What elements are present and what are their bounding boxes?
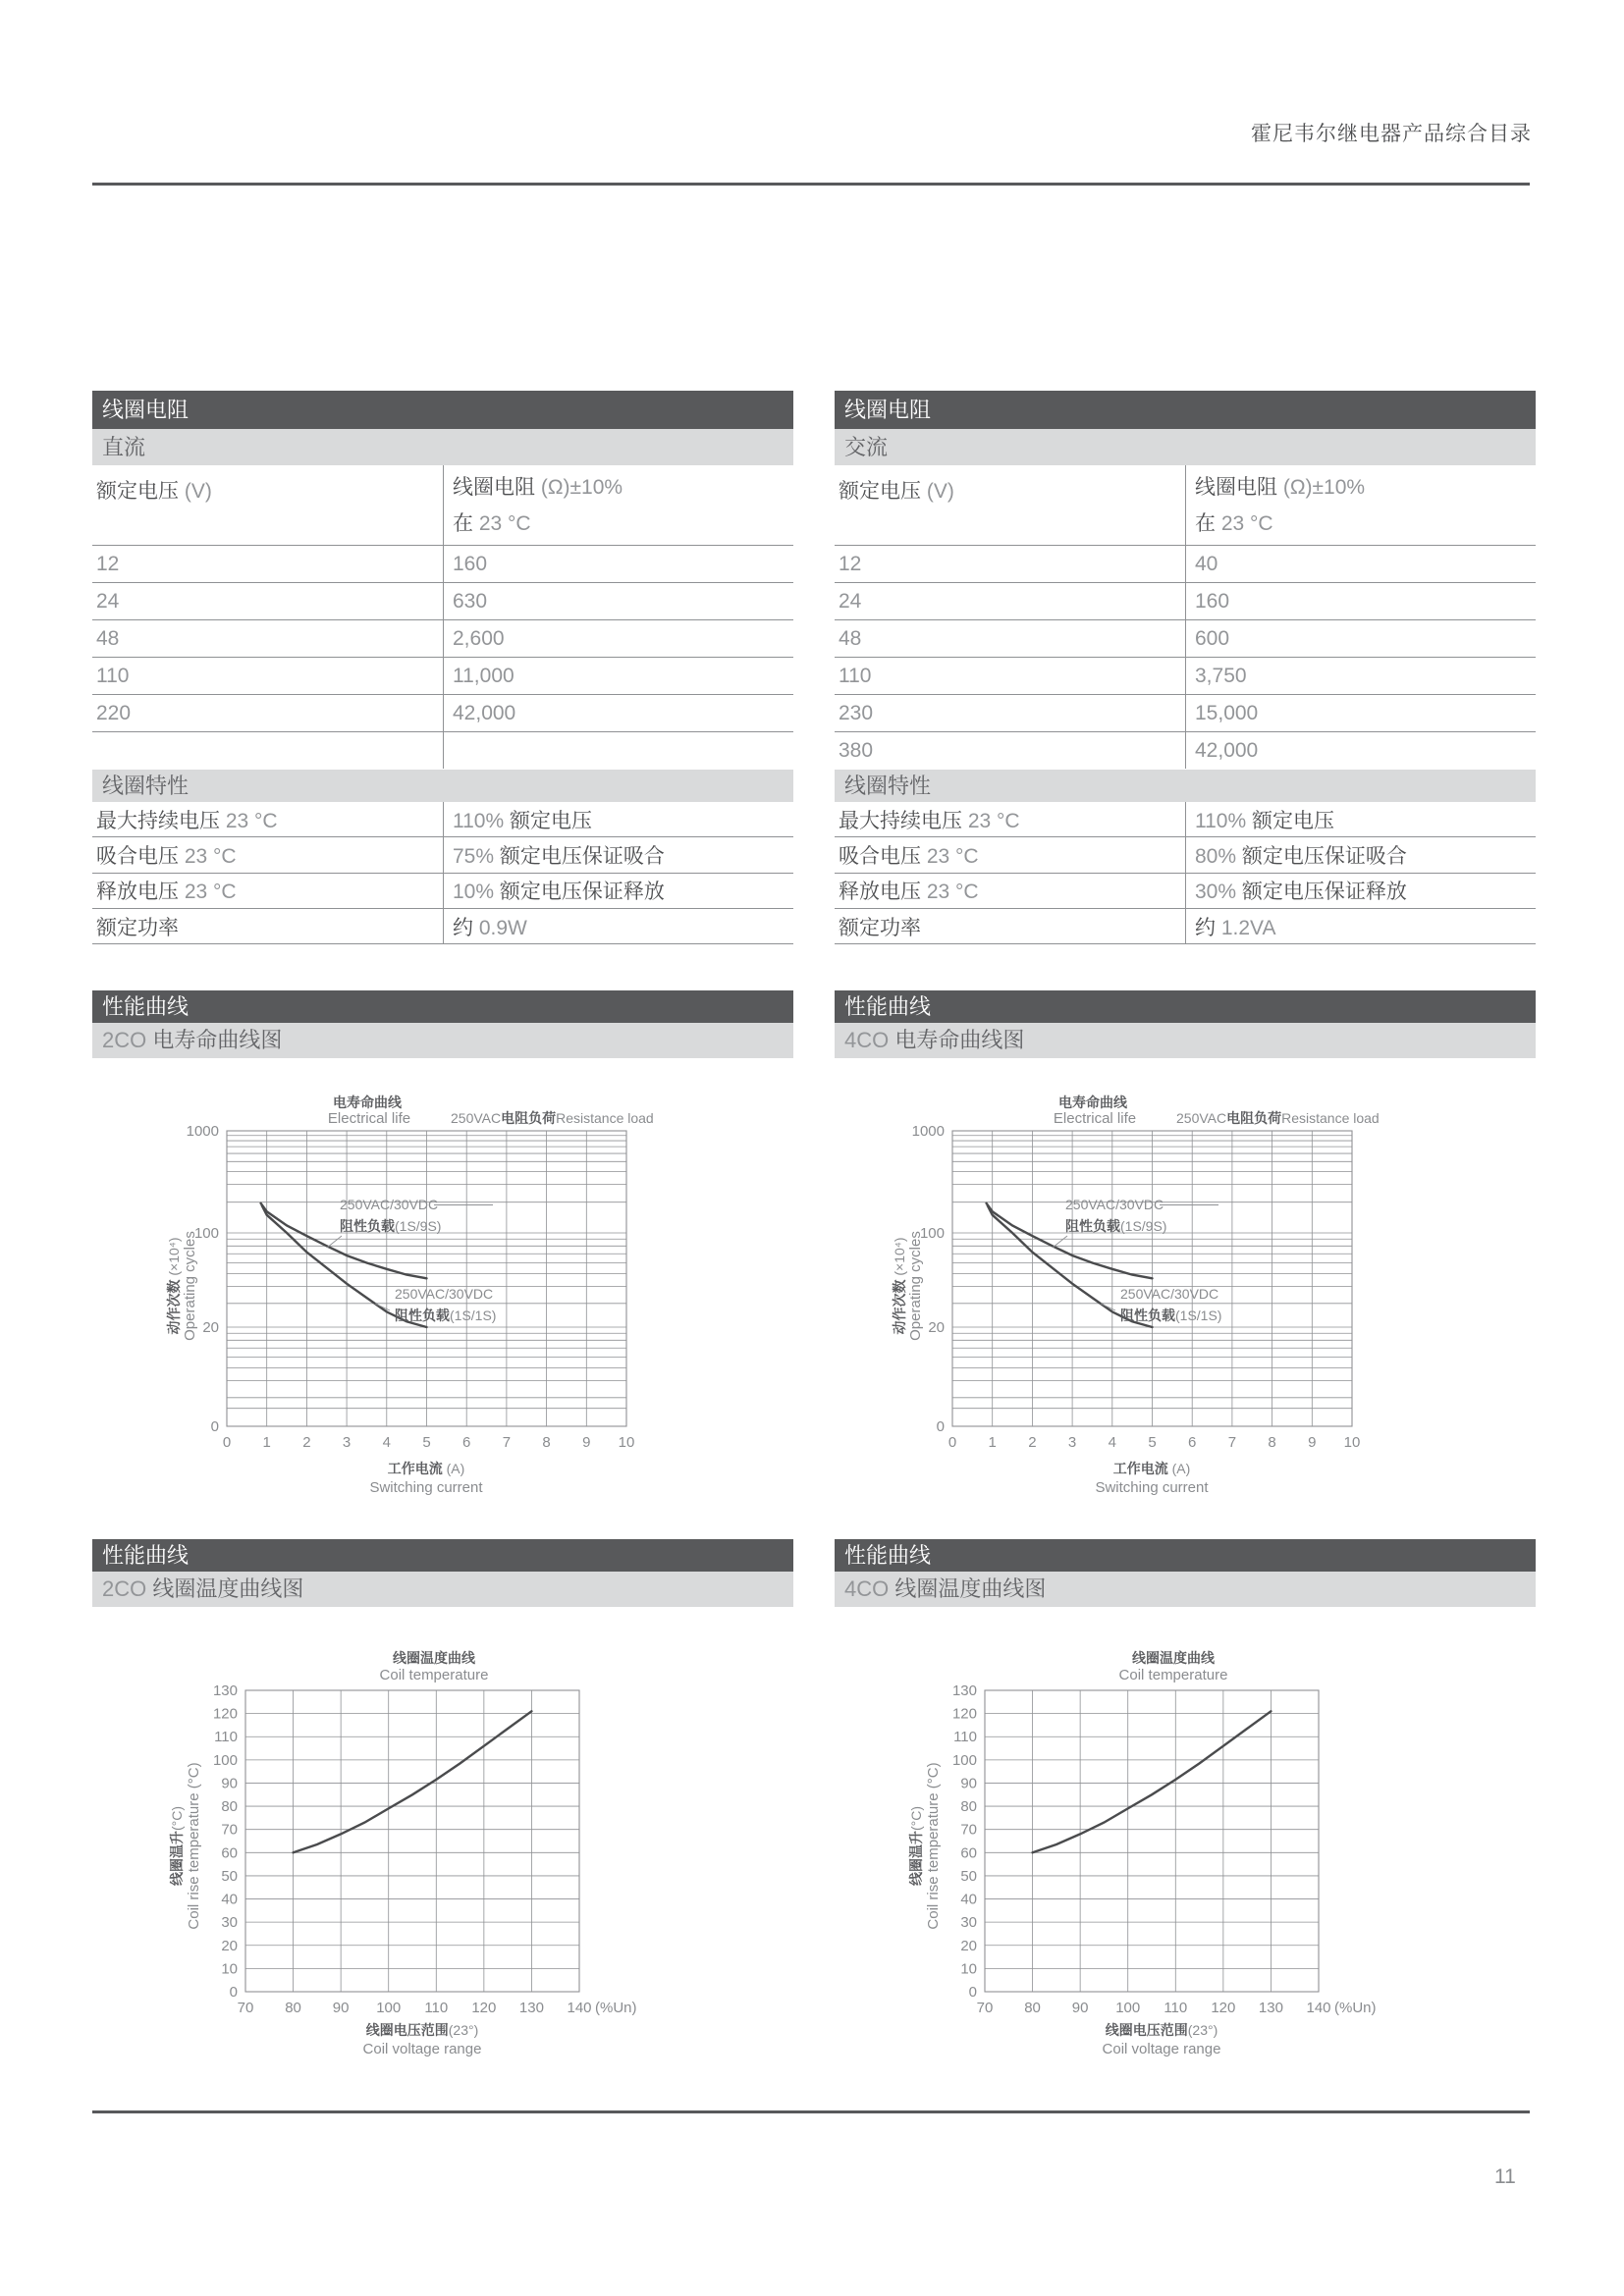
svg-text:线圈温升(°C): 线圈温升(°C) — [908, 1805, 924, 1887]
svg-text:250VAC电阻负荷Resistance load: 250VAC电阻负荷Resistance load — [451, 1110, 654, 1126]
cell-value: 630 — [453, 589, 488, 613]
svg-text:阻性负载(1S/9S): 阻性负载(1S/9S) — [1065, 1218, 1167, 1234]
cell-value: 75% 额定电压保证吸合 — [453, 844, 665, 868]
svg-text:20: 20 — [202, 1319, 219, 1336]
svg-text:Coil rise temperature (°C): Coil rise temperature (°C) — [186, 1762, 202, 1930]
svg-text:阻性负载(1S/1S): 阻性负载(1S/1S) — [1120, 1308, 1222, 1323]
svg-text:80: 80 — [221, 1798, 238, 1816]
section-header-performance: 性能曲线 — [835, 1539, 1536, 1572]
cell-value: 42,000 — [453, 701, 516, 724]
svg-text:Operating cycles: Operating cycles — [907, 1231, 924, 1341]
table-grid — [92, 465, 793, 769]
svg-text:30: 30 — [221, 1914, 238, 1932]
table-grid — [835, 802, 1536, 944]
svg-text:120: 120 — [471, 2000, 497, 2016]
table-row — [92, 695, 793, 732]
svg-text:5: 5 — [1148, 1434, 1157, 1451]
svg-text:40: 40 — [221, 1891, 238, 1908]
svg-text:(%Un): (%Un) — [1334, 2000, 1377, 2016]
subsection-4co-temp: 4CO 线圈温度曲线图 — [835, 1572, 1536, 1607]
svg-text:7: 7 — [1227, 1434, 1237, 1451]
svg-text:70: 70 — [960, 1821, 977, 1839]
svg-text:Coil rise temperature (°C): Coil rise temperature (°C) — [925, 1762, 942, 1930]
svg-text:110: 110 — [1164, 2000, 1188, 2016]
svg-text:8: 8 — [542, 1434, 551, 1451]
svg-text:2: 2 — [302, 1434, 311, 1451]
svg-text:阻性负载(1S/1S): 阻性负载(1S/1S) — [395, 1308, 497, 1323]
cell-value: 110% 额定电压 — [1195, 809, 1334, 832]
svg-text:110: 110 — [953, 1729, 977, 1746]
table-row — [835, 546, 1536, 583]
svg-text:Switching current: Switching current — [369, 1479, 483, 1496]
column-header-resistance — [1185, 465, 1536, 545]
svg-text:10: 10 — [221, 1960, 238, 1978]
svg-text:电寿命曲线: 电寿命曲线 — [1058, 1095, 1127, 1110]
svg-text:Coil voltage range: Coil voltage range — [1102, 2041, 1221, 2057]
svg-text:30: 30 — [960, 1914, 977, 1932]
table-row — [835, 909, 1536, 944]
cell-label: 最大持续电压 23 °C — [96, 809, 278, 832]
column-header-resistance-line1: 线圈电阻 (Ω)±10% — [1195, 476, 1366, 499]
table-row — [92, 658, 793, 695]
electrical-life-chart-2co — [143, 1084, 678, 1511]
svg-text:100: 100 — [376, 2000, 402, 2016]
svg-text:60: 60 — [221, 1844, 238, 1862]
svg-text:50: 50 — [960, 1867, 977, 1885]
table-body — [835, 802, 1536, 944]
cell-value: 15,000 — [1195, 701, 1259, 724]
cell-value: 10% 额定电压保证释放 — [453, 881, 665, 904]
svg-text:线圈温升(°C): 线圈温升(°C) — [169, 1805, 185, 1887]
table-row — [92, 583, 793, 620]
table-row — [92, 732, 793, 769]
cell-label: 220 — [96, 701, 132, 724]
svg-text:0: 0 — [222, 1434, 232, 1451]
svg-text:70: 70 — [237, 2000, 254, 2016]
page-number: 11 — [1494, 2165, 1516, 2188]
svg-text:线圈温度曲线: 线圈温度曲线 — [393, 1650, 475, 1666]
cell-label: 24 — [839, 589, 862, 613]
svg-text:90: 90 — [221, 1775, 238, 1792]
svg-text:Electrical life: Electrical life — [327, 1110, 411, 1127]
svg-text:线圈电压范围(23°): 线圈电压范围(23°) — [365, 2022, 479, 2038]
svg-text:1: 1 — [988, 1434, 997, 1451]
table-row — [835, 658, 1536, 695]
table-row — [835, 874, 1536, 909]
svg-text:9: 9 — [1308, 1434, 1317, 1451]
table-header-row — [835, 465, 1536, 546]
section-header-performance: 性能曲线 — [92, 1539, 793, 1572]
subsection-2co-life: 2CO 电寿命曲线图 — [92, 1023, 793, 1058]
svg-text:130: 130 — [1258, 2000, 1283, 2016]
svg-text:100: 100 — [919, 1225, 945, 1242]
table-body — [835, 546, 1536, 769]
svg-text:90: 90 — [960, 1775, 977, 1792]
svg-text:0: 0 — [210, 1418, 219, 1435]
table-row — [92, 874, 793, 909]
svg-text:(%Un): (%Un) — [595, 2000, 637, 2016]
column-header-resistance — [443, 465, 793, 545]
table-row — [835, 802, 1536, 837]
subsection-ac: 交流 — [835, 429, 1536, 465]
coil-resistance-table-ac — [835, 391, 1536, 769]
svg-text:0: 0 — [229, 1984, 238, 2001]
svg-text:120: 120 — [1211, 2000, 1236, 2016]
svg-text:20: 20 — [928, 1319, 945, 1336]
svg-text:1000: 1000 — [911, 1123, 945, 1140]
cell-value: 160 — [1195, 589, 1230, 613]
svg-text:140: 140 — [567, 2000, 592, 2016]
electrical-life-chart-4co — [869, 1084, 1404, 1511]
cell-label: 额定功率 — [96, 916, 179, 939]
cell-value: 40 — [1195, 552, 1218, 575]
performance-life-header-left — [92, 990, 793, 1058]
svg-text:3: 3 — [342, 1434, 352, 1451]
column-header-resistance-line1: 线圈电阻 (Ω)±10% — [453, 476, 623, 499]
section-header-performance: 性能曲线 — [835, 990, 1536, 1023]
table-row — [92, 620, 793, 658]
svg-text:130: 130 — [212, 1682, 238, 1699]
cell-value: 110% 额定电压 — [453, 809, 592, 832]
table-body — [92, 546, 793, 769]
table-body — [92, 802, 793, 944]
page-header-title: 霍尼韦尔继电器产品综合目录 — [1251, 123, 1532, 145]
svg-text:5: 5 — [422, 1434, 431, 1451]
svg-text:Operating cycles: Operating cycles — [182, 1231, 198, 1341]
cell-label: 24 — [96, 589, 120, 613]
cell-value: 600 — [1195, 626, 1230, 650]
svg-text:工作电流 (A): 工作电流 (A) — [387, 1461, 465, 1476]
svg-text:4: 4 — [1108, 1434, 1116, 1451]
svg-text:110: 110 — [424, 2000, 449, 2016]
svg-text:3: 3 — [1067, 1434, 1077, 1451]
cell-label: 380 — [839, 738, 874, 762]
coil-characteristics-table-dc — [92, 770, 793, 944]
svg-text:70: 70 — [976, 2000, 994, 2016]
cell-value: 30% 额定电压保证释放 — [1195, 881, 1407, 904]
svg-text:0: 0 — [968, 1984, 977, 2001]
svg-text:80: 80 — [960, 1798, 977, 1816]
electrical-life-svg — [869, 1084, 1404, 1506]
svg-text:线圈温度曲线: 线圈温度曲线 — [1132, 1650, 1215, 1666]
svg-text:10: 10 — [618, 1434, 635, 1451]
cell-value: 11,000 — [453, 664, 514, 687]
svg-text:100: 100 — [212, 1751, 238, 1769]
performance-temp-header-left — [92, 1539, 793, 1607]
table-grid — [92, 802, 793, 944]
cell-label: 12 — [839, 552, 862, 575]
svg-text:阻性负载(1S/9S): 阻性负载(1S/9S) — [340, 1218, 442, 1234]
cell-label: 48 — [839, 626, 862, 650]
subsection-dc: 直流 — [92, 429, 793, 465]
svg-text:9: 9 — [582, 1434, 591, 1451]
svg-text:Coil temperature: Coil temperature — [379, 1667, 489, 1683]
coil-resistance-table-dc — [92, 391, 793, 769]
coil-temperature-chart-2co — [152, 1647, 663, 2074]
header-rule — [92, 183, 1530, 186]
svg-text:100: 100 — [951, 1751, 977, 1769]
column-header-resistance-line2: 在 23 °C — [453, 512, 531, 535]
table-row — [835, 732, 1536, 769]
cell-label: 110 — [839, 664, 872, 687]
cell-label: 12 — [96, 552, 120, 575]
section-header-performance: 性能曲线 — [92, 990, 793, 1023]
svg-text:80: 80 — [1024, 2000, 1041, 2016]
coil-temperature-svg — [892, 1647, 1402, 2069]
table-row — [835, 695, 1536, 732]
cell-value: 160 — [453, 552, 488, 575]
svg-text:Coil voltage range: Coil voltage range — [362, 2041, 482, 2057]
table-header-row — [92, 465, 793, 546]
svg-text:工作电流 (A): 工作电流 (A) — [1112, 1461, 1191, 1476]
svg-text:1000: 1000 — [186, 1123, 219, 1140]
electrical-life-svg — [143, 1084, 678, 1506]
svg-text:50: 50 — [221, 1867, 238, 1885]
svg-text:100: 100 — [193, 1225, 219, 1242]
table-grid — [835, 465, 1536, 769]
performance-life-header-right — [835, 990, 1536, 1058]
svg-text:110: 110 — [214, 1729, 238, 1746]
performance-temp-header-right — [835, 1539, 1536, 1607]
svg-text:7: 7 — [502, 1434, 512, 1451]
svg-text:250VAC电阻负荷Resistance load: 250VAC电阻负荷Resistance load — [1176, 1110, 1380, 1126]
coil-temperature-chart-4co — [892, 1647, 1402, 2074]
svg-text:60: 60 — [960, 1844, 977, 1862]
svg-text:120: 120 — [212, 1705, 238, 1723]
svg-text:90: 90 — [332, 2000, 350, 2016]
section-header-coil-resistance-ac: 线圈电阻 — [835, 391, 1536, 429]
svg-text:40: 40 — [960, 1891, 977, 1908]
table-row — [835, 837, 1536, 873]
table-row — [92, 802, 793, 837]
svg-text:6: 6 — [462, 1434, 471, 1451]
cell-label: 释放电压 23 °C — [839, 881, 979, 904]
svg-text:电寿命曲线: 电寿命曲线 — [333, 1095, 402, 1110]
svg-text:2: 2 — [1028, 1434, 1037, 1451]
cell-value: 约 1.2VA — [1195, 916, 1276, 939]
svg-text:20: 20 — [221, 1937, 238, 1954]
svg-text:动作次数 (×10⁴): 动作次数 (×10⁴) — [166, 1237, 182, 1335]
svg-text:4: 4 — [382, 1434, 391, 1451]
svg-text:8: 8 — [1268, 1434, 1276, 1451]
svg-text:130: 130 — [518, 2000, 544, 2016]
svg-text:线圈电压范围(23°): 线圈电压范围(23°) — [1105, 2022, 1218, 2038]
svg-text:100: 100 — [1115, 2000, 1141, 2016]
cell-label: 最大持续电压 23 °C — [839, 809, 1020, 832]
cell-label: 额定功率 — [839, 916, 921, 939]
column-header-voltage: 额定电压 (V) — [839, 480, 954, 503]
section-header-coil-characteristics-ac: 线圈特性 — [835, 770, 1536, 802]
svg-text:0: 0 — [947, 1434, 957, 1451]
cell-value: 3,750 — [1195, 664, 1247, 687]
column-header-voltage: 额定电压 (V) — [96, 480, 212, 503]
table-row — [92, 909, 793, 944]
svg-text:120: 120 — [951, 1705, 977, 1723]
svg-text:250VAC/30VDC: 250VAC/30VDC — [1065, 1197, 1164, 1212]
svg-text:140: 140 — [1306, 2000, 1331, 2016]
svg-text:10: 10 — [960, 1960, 977, 1978]
section-header-coil-characteristics-dc: 线圈特性 — [92, 770, 793, 802]
svg-text:250VAC/30VDC: 250VAC/30VDC — [1120, 1286, 1219, 1302]
cell-label: 230 — [839, 701, 874, 724]
coil-temperature-svg — [152, 1647, 663, 2069]
cell-value: 80% 额定电压保证吸合 — [1195, 844, 1407, 868]
svg-text:70: 70 — [221, 1821, 238, 1839]
cell-value: 42,000 — [1195, 738, 1259, 762]
svg-text:80: 80 — [285, 2000, 301, 2016]
svg-text:0: 0 — [936, 1418, 945, 1435]
table-row — [835, 620, 1536, 658]
svg-text:130: 130 — [951, 1682, 977, 1699]
cell-label: 48 — [96, 626, 120, 650]
subsection-2co-temp: 2CO 线圈温度曲线图 — [92, 1572, 793, 1607]
svg-text:6: 6 — [1188, 1434, 1197, 1451]
table-row — [92, 837, 793, 873]
footer-rule — [92, 2110, 1530, 2113]
coil-characteristics-table-ac — [835, 770, 1536, 944]
svg-text:20: 20 — [960, 1937, 977, 1954]
svg-text:250VAC/30VDC: 250VAC/30VDC — [340, 1197, 439, 1212]
svg-text:1: 1 — [262, 1434, 271, 1451]
svg-text:250VAC/30VDC: 250VAC/30VDC — [395, 1286, 494, 1302]
cell-label: 释放电压 23 °C — [96, 881, 237, 904]
table-row — [835, 583, 1536, 620]
svg-text:Coil temperature: Coil temperature — [1118, 1667, 1228, 1683]
table-row — [92, 546, 793, 583]
subsection-4co-life: 4CO 电寿命曲线图 — [835, 1023, 1536, 1058]
svg-text:90: 90 — [1071, 2000, 1089, 2016]
svg-text:Switching current: Switching current — [1095, 1479, 1209, 1496]
cell-value: 2,600 — [453, 626, 505, 650]
cell-label: 吸合电压 23 °C — [839, 844, 979, 868]
column-header-resistance-line2: 在 23 °C — [1195, 512, 1273, 535]
cell-label: 110 — [96, 664, 130, 687]
section-header-coil-resistance-dc: 线圈电阻 — [92, 391, 793, 429]
svg-text:Electrical life: Electrical life — [1053, 1110, 1137, 1127]
cell-label: 吸合电压 23 °C — [96, 844, 237, 868]
svg-text:动作次数 (×10⁴): 动作次数 (×10⁴) — [892, 1237, 907, 1335]
cell-value: 约 0.9W — [453, 916, 527, 939]
svg-text:10: 10 — [1343, 1434, 1361, 1451]
